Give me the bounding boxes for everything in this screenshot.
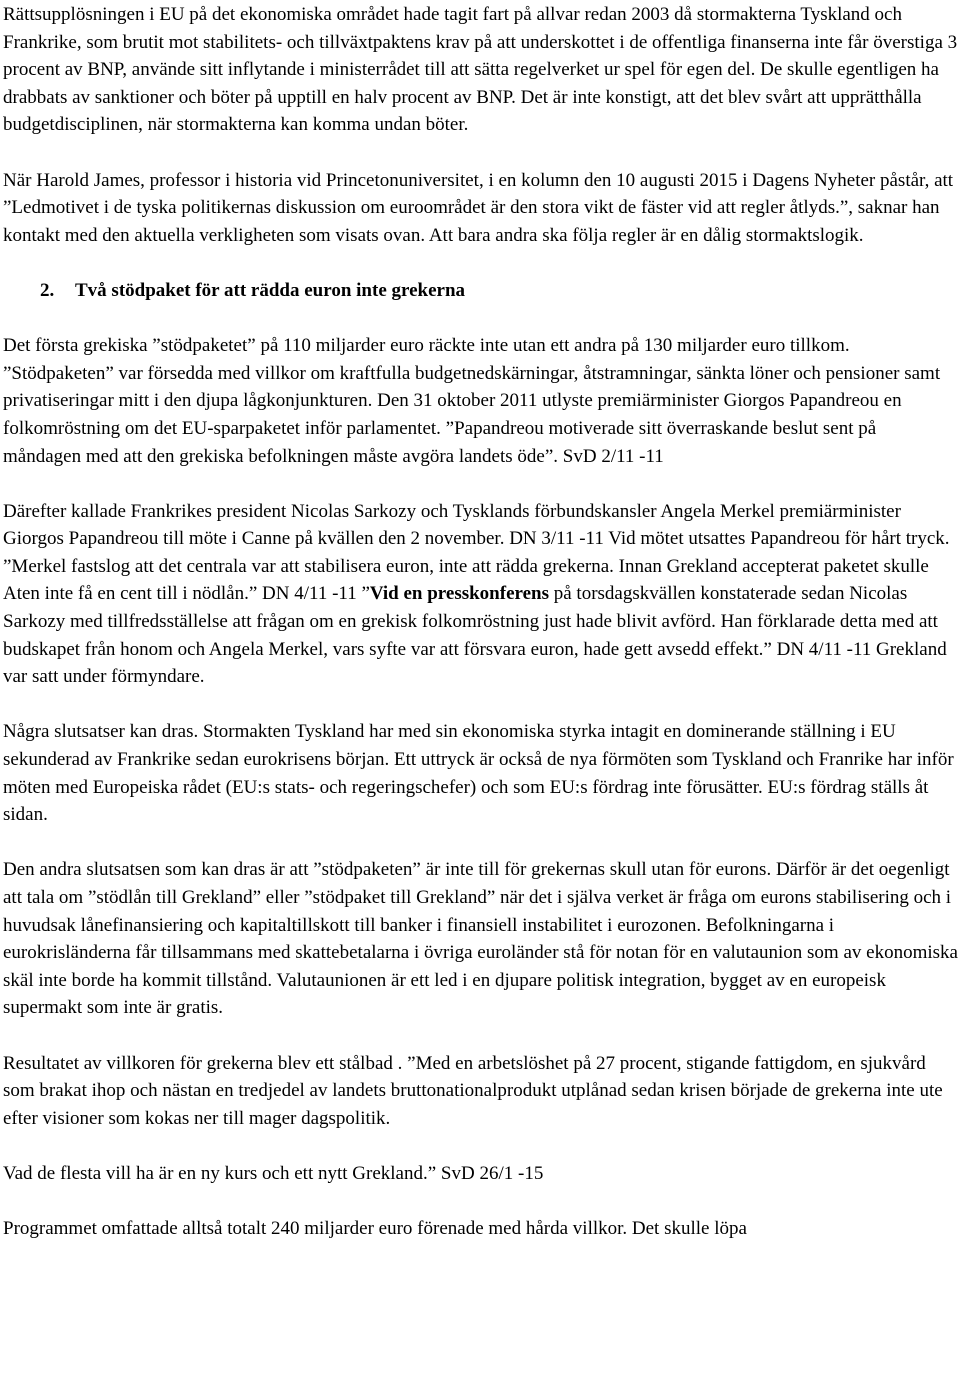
paragraph-2: När Harold James, professor i historia vid Princetonuniversitet, i en kolumn den 10 augusti 2015 i Dagens Nyheter påstår, att ”Ledmotivet i de tyska politikernas diskussion om euroområdet är den stora vikt de fäster vid att regler åtlyds.”, saknar han kontakt med den aktuella verkligheten som visats ovan. Att bara andra ska följa regler är en dålig stormaktslogik. xyxy=(3,169,954,246)
paragraph-3: Det första grekiska ”stödpaketet” på 110 miljarder euro räckte inte utan ett andra på 130 miljarder euro tillkom. ”Stödpaketen” var försedda med villkor om kraftfulla budgetnedskärningar, åtstramningar, sänkta löner och pensioner samt privatiseringar mitt i den djupa lågkonjunkturen. Den 31 oktober 2011 utlyste premiärminister Giorgos Papandreou en folkomröstning om det EU-sparpaketet inför parlamentet. ”Papandreou motiverade sitt överraskande beslut sent på måndagen med att den grekiska befolkningen måste avgöra landets öde”. SvD 2/11 -11 xyxy=(3,335,941,467)
document-page xyxy=(3,1,958,1243)
paragraph-4-part-b: på torsdagskvällen konstaterade sedan Nicolas Sarkozy med tillfredsställelse att frågan om en grekisk folkomröstning just hade blivit avförd. Han förklarade detta med att budskapet från honom och Angela Merkel, vars syfte var att försvara euron, hade gett avsedd effekt.” DN 4/11 -11 Grekland var satt under förmyndare. xyxy=(3,583,947,688)
paragraph-4-bold: Vid en presskonferens xyxy=(369,583,549,605)
paragraph-6: Den andra slutsatsen som kan dras är att ”stödpaketen” är inte till för grekernas skull utan för eurons. Därför är det oegenligt att tala om ”stödlån till Grekland” eller ”stödpaket till Grekland” när det i själva verket är fråga om eurons stabilisering och i huvudsak lånefinansiering och kapitaltillskott till banker i finansiell instabilitet i eurozonen. Befolkningarna i eurokrisländerna får tillsammans med skattebetalarna i övriga euroländer stå för notan för en valutaunion som av ekonomiska skäl inte borde ha kommit tillstånd. Valutaunionen är ett led i en djupare politisk integration, bygget av en europeisk supermakt som inte är gratis. xyxy=(3,859,958,1019)
paragraph-7: Resultatet av villkoren för grekerna blev ett stålbad . ”Med en arbetslöshet på 27 procent, stigande fattigdom, en sjukvård som brakat ihop och nästan en tredjedel av landets bruttonationalprodukt utplånad sedan krisen började de grekerna inte ute efter visioner som kokas ner till mager dagspolitik. xyxy=(3,1052,943,1129)
paragraph-4-part-a: Därefter kallade Frankrikes president Nicolas Sarkozy och Tysklands förbundskansler Angela Merkel premiärminister Giorgos Papandreou till möte i Canne på kvällen den 2 november. DN 3/11 -11 Vid mötet utsattes Papandreou för hårt tryck. ”Merkel fastslog att det centrala var att stabilisera euron, inte att rädda grekerna. Innan Grekland accepterat paketet skulle Aten inte få en cent till i nödlån.” DN 4/11 -11 ” xyxy=(3,500,950,605)
paragraph-4 xyxy=(3,498,958,691)
section-number: 2. xyxy=(40,279,55,301)
paragraph-1: Rättsupplösningen i EU på det ekonomiska området hade tagit fart på allvar redan 2003 då stormakterna Tyskland och Frankrike, som brutit mot stabilitets- och tillväxtpaktens krav på att underskottet i de offentliga finanserna inte får överstiga 3 procent av BNP, använde sitt inflytande i ministerrådet till att sätta regelverket ur spel för egen del. De skulle egentligen ha drabbats av sanktioner och böter på upptill en halv procent av BNP. Det är inte konstigt, att det blev svårt att upprätthålla budgetdisciplinen, när stormakterna kan komma undan böter. xyxy=(3,4,958,136)
section-title: Två stödpaket för att rädda euron inte grekerna xyxy=(75,279,466,301)
paragraph-5: Några slutsatser kan dras. Stormakten Tyskland har med sin ekonomiska styrka intagit en dominerande ställning i EU sekunderad av Frankrike sedan eurokrisens början. Ett uttryck är också de nya förmöten som Tyskland och Franrike har inför möten med Europeiska rådet (EU:s stats- och regeringschefer) och som EU:s fördrag inte förusätter. EU:s fördrag ställs åt sidan. xyxy=(3,721,954,826)
section-heading xyxy=(3,277,958,305)
paragraph-9: Programmet omfattade alltså totalt 240 miljarder euro förenade med hårda villkor. Det skulle löpa xyxy=(3,1218,747,1240)
paragraph-8: Vad de flesta vill ha är en ny kurs och ett nytt Grekland.” SvD 26/1 -15 xyxy=(3,1162,544,1184)
